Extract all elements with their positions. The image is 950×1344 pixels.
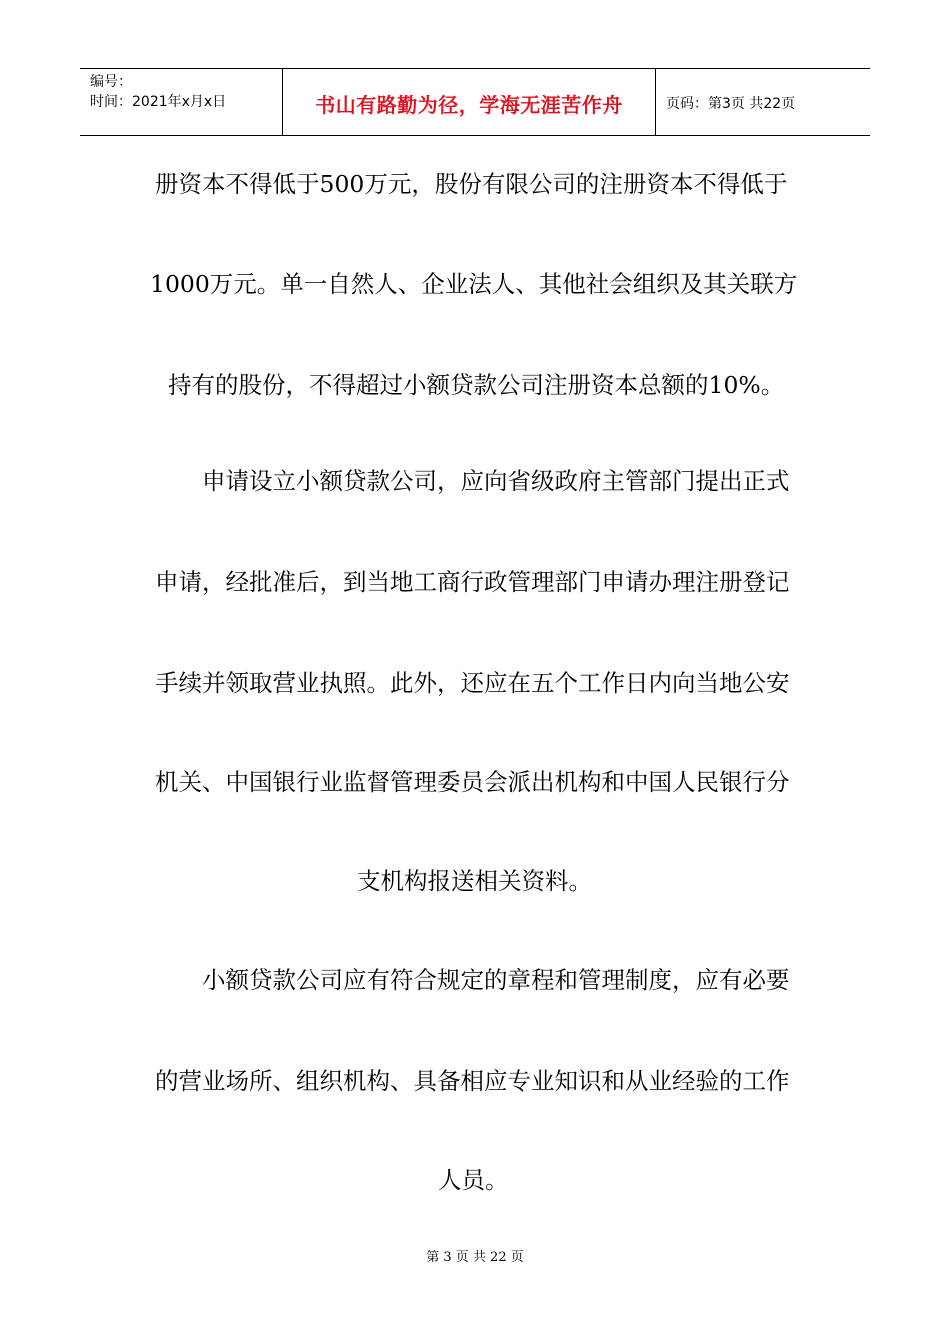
page-info: 页码：第3页 共22页 xyxy=(666,96,796,112)
serial-number-label: 编号： xyxy=(90,74,132,90)
body-line-5: 申请，经批准后，到当地工商行政管理部门申请办理注册登记 xyxy=(155,568,790,596)
body-line-8: 支机构报送相关资料。 xyxy=(357,867,592,895)
page-footer: 第 3 页 共 22 页 xyxy=(426,1250,524,1265)
page-header xyxy=(80,68,870,136)
body-line-3: 持有的股份，不得超过小额贷款公司注册资本总额的10%。 xyxy=(168,371,785,399)
header-meta xyxy=(80,69,282,135)
header-page-cell xyxy=(656,69,870,135)
motto-text: 书山有路勤为径，学海无涯苦作舟 xyxy=(315,92,623,117)
date-label: 时间：2021年x月x日 xyxy=(90,94,227,110)
header-motto-cell xyxy=(282,69,656,135)
body-line-7: 机关、中国银行业监督管理委员会派出机构和中国人民银行分 xyxy=(155,768,790,796)
body-line-2: 1000万元。单一自然人、企业法人、其他社会组织及其关联方 xyxy=(150,270,798,298)
body-line-9: 小额贷款公司应有符合规定的章程和管理制度，应有必要 xyxy=(202,966,790,994)
body-line-10: 的营业场所、组织机构、具备相应专业知识和从业经验的工作 xyxy=(155,1067,790,1095)
body-line-11: 人员。 xyxy=(438,1166,509,1194)
body-line-4: 申请设立小额贷款公司，应向省级政府主管部门提出正式 xyxy=(202,467,790,495)
body-line-6: 手续并领取营业执照。此外，还应在五个工作日内向当地公安 xyxy=(155,669,790,697)
body-line-1: 册资本不得低于500万元，股份有限公司的注册资本不得低于 xyxy=(155,170,788,198)
